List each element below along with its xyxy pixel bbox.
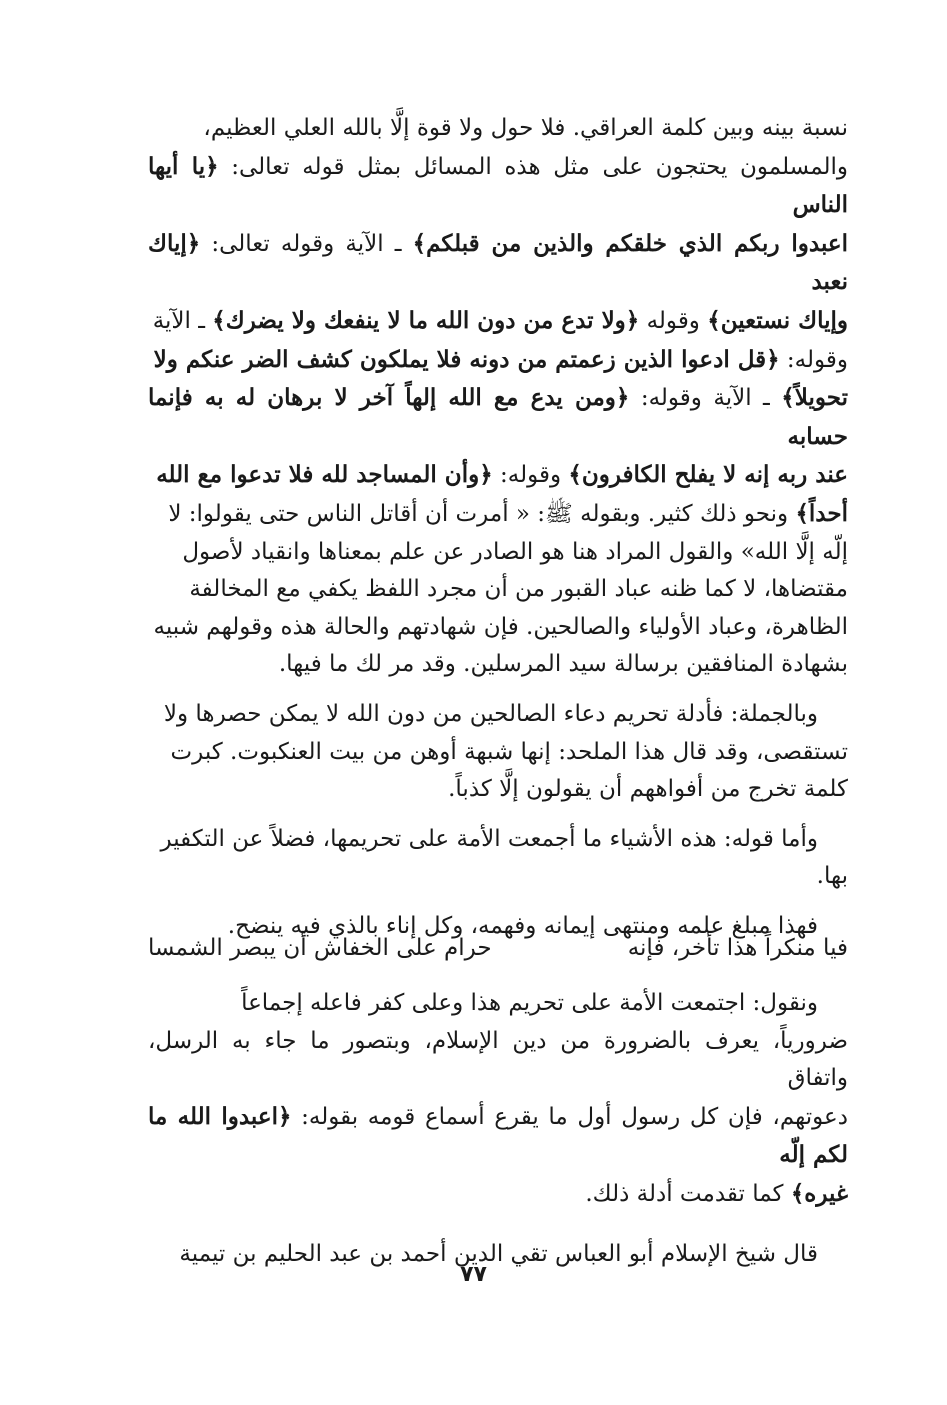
- quran-quote: اعبدوا ربكم الذي خلقكم والذين من قبلكم﴾: [412, 229, 848, 257]
- text-line: كما تقدمت أدلة ذلك.: [585, 1180, 791, 1207]
- verse-first-hemistich: فيا منكراً هذا تأخر، فإنه: [627, 935, 848, 961]
- text-line: وبالجملة: فأدلة تحريم دعاء الصالحين من دون الله لا يمكن حصرها ولا: [163, 700, 818, 727]
- paragraph-3: [148, 821, 848, 896]
- quran-quote: ﴿ومن يدع مع الله إلهاً آخر لا برهان له به فإنما حسابه: [148, 384, 848, 450]
- text-line: ونحو ذلك كثير. وبقوله ﷺ: « أمرت أن أقاتل الناس حتى يقولوا: لا: [168, 500, 796, 527]
- text-line: الظاهرة، وعباد الأولياء والصالحين. فإن شهادتهم والحالة هذه وقولهم شبيه: [153, 613, 848, 640]
- text-line: ـ الآية وقوله:: [629, 385, 782, 412]
- text-line: دعوتهم، فإن كل رسول أول ما يقرع أسماع قومه بقوله:: [291, 1103, 848, 1130]
- text-line: نسبة بينه وبين كلمة العراقي. فلا حول ولا قوة إلَّا بالله العلي العظيم،: [203, 115, 848, 141]
- paragraph-1: [148, 110, 848, 684]
- quran-quote: ﴿إياك نعبد: [148, 229, 848, 296]
- text-line: مقتضاها، لا كما ظنه عباد القبور من أن مجرد اللفظ يكفي مع المخالفة: [189, 576, 848, 603]
- text-line: قال شيخ الإسلام أبو العباس تقي الدين أحمد بن عبد الحليم بن تيمية: [179, 1240, 818, 1267]
- paragraph-5: [148, 985, 848, 1214]
- text-line: وقوله:: [492, 462, 569, 489]
- poetry-verse: [148, 930, 848, 968]
- quran-quote: ﴿اعبدوا الله ما لكم إلّه: [148, 1102, 848, 1169]
- body-text-continued: [148, 985, 848, 1273]
- quran-quote: عند ربه إنه لا يفلح الكافرون﴾: [568, 461, 848, 489]
- quran-quote: أحداً﴾: [795, 499, 848, 527]
- text-line: ونقول: اجتمعت الأمة على تحريم هذا وعلى كفر فاعله إجماعاً: [241, 990, 818, 1016]
- text-line: ـ الآية: [152, 307, 213, 334]
- quran-quote: غيره﴾: [790, 1179, 848, 1207]
- quran-quote: تحويلاً﴾: [781, 384, 848, 412]
- quran-quote: وإياك نستعين﴾: [707, 306, 848, 334]
- text-line: ضرورياً، يعرف بالضرورة من دين الإسلام، وبتصور ما جاء به الرسل، واتفاق: [148, 1027, 848, 1092]
- quran-quote: ﴿يا أيها الناس: [148, 152, 848, 219]
- paragraph-2: [148, 696, 848, 809]
- page-number: ٧٧: [460, 1262, 487, 1287]
- text-line: إلّه إلَّا الله» والقول المراد هنا هو الصادر عن علم بمعناها وانقياد لأصول: [182, 538, 848, 565]
- text-line: فهذا مبلغ علمه ومنتهى إيمانه وفهمه، وكل إناء بالذي فيه ينضح.: [227, 912, 818, 939]
- text-line: ـ الآية وقوله تعالى:: [200, 230, 413, 257]
- text-line: بها.: [816, 863, 848, 890]
- text-line: بشهادة المنافقين برسالة سيد المرسلين. وقد مر لك ما فيها.: [278, 651, 848, 678]
- body-text: [148, 110, 848, 945]
- text-line: والمسلمون يحتجون على مثل هذه المسائل بمثل قوله تعالى:: [218, 153, 849, 180]
- text-line: وأما قوله: هذه الأشياء ما أجمعت الأمة على تحريمها، فضلاً عن التكفير: [160, 825, 818, 852]
- text-line: وقوله: [639, 307, 708, 334]
- text-line: تستقصى، وقد قال هذا الملحد: إنها شبهة أوهن من بيت العنكبوت. كبرت: [170, 738, 848, 765]
- quran-quote: ﴿قل ادعوا الذين زعمتم من دونه فلا يملكون كشف الضر عنكم ولا: [153, 345, 780, 373]
- text-line: كلمة تخرج من أفواههم أن يقولون إلَّا كذباً.: [448, 776, 848, 803]
- quran-quote: ﴿ولا تدع من دون الله ما لا ينفعك ولا يضرك﴾: [212, 306, 640, 334]
- verse-second-hemistich: حرام على الخفاش أن يبصر الشمسا: [148, 935, 492, 961]
- text-line: وقوله:: [779, 346, 848, 373]
- quran-quote: ﴿وأن المساجد لله فلا تدعوا مع الله: [156, 461, 493, 489]
